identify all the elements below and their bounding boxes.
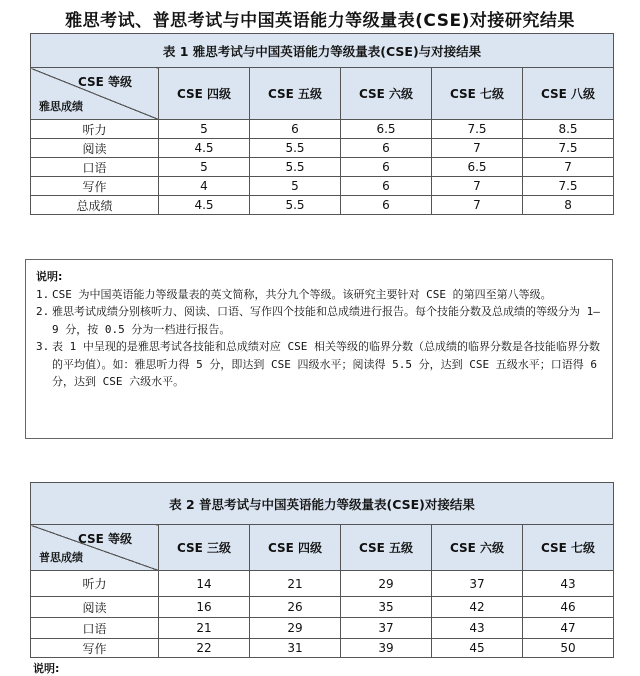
table-ielts-cse — [30, 33, 614, 215]
table1-corner-header — [31, 68, 159, 120]
table-cell: 7 — [432, 139, 523, 158]
table2-col-header: CSE 五级 — [341, 525, 432, 571]
row-label: 口语 — [31, 158, 159, 177]
note-item — [36, 338, 602, 391]
note-number: 2. — [36, 305, 50, 318]
table-row — [31, 571, 614, 597]
table1-col-header: CSE 六级 — [341, 68, 432, 120]
table2-corner-header — [31, 525, 159, 571]
table-cell: 5 — [159, 158, 250, 177]
table-cell: 6.5 — [341, 120, 432, 139]
row-label: 写作 — [31, 639, 159, 658]
table2-corner-bottom: 普思成绩 — [39, 551, 83, 564]
table-cell: 8 — [523, 196, 614, 215]
note-text: 表 1 中呈现的是雅思考试各技能和总成绩对应 CSE 相关等级的临界分数（总成绩的临界分数是各技能临界分数的平均值）。如：雅思听力得 5 分，即达到 CSE 四级水平；阅读得 5.5 分，达到 CSE 五级水平；口语得 6 分，达到 CSE 六级水平。 — [52, 340, 600, 388]
table-cell: 5.5 — [250, 196, 341, 215]
table-cell: 16 — [159, 597, 250, 618]
table-cell: 46 — [523, 597, 614, 618]
table1-col-header: CSE 七级 — [432, 68, 523, 120]
page-title: 雅思考试、普思考试与中国英语能力等级量表(CSE)对接研究结果 — [65, 11, 575, 31]
table-cell: 29 — [341, 571, 432, 597]
table2-col-header: CSE 四级 — [250, 525, 341, 571]
table-row — [31, 139, 614, 158]
table-cell: 21 — [159, 618, 250, 639]
notes-box — [25, 259, 613, 439]
table-cell: 6 — [341, 196, 432, 215]
table-row — [31, 120, 614, 139]
table-row — [31, 639, 614, 658]
table1-corner-bottom: 雅思成绩 — [39, 100, 83, 113]
table-cell: 4.5 — [159, 196, 250, 215]
table2-col-header: CSE 六级 — [432, 525, 523, 571]
table1-col-header: CSE 八级 — [523, 68, 614, 120]
table-cell: 31 — [250, 639, 341, 658]
row-label: 阅读 — [31, 139, 159, 158]
table-cell: 7.5 — [523, 139, 614, 158]
row-label: 听力 — [31, 120, 159, 139]
table-cell: 6 — [341, 139, 432, 158]
table-cell: 42 — [432, 597, 523, 618]
table-cell: 5 — [250, 177, 341, 196]
table-cell: 7 — [432, 196, 523, 215]
notes-title: 说明: — [36, 270, 63, 283]
bottom-notes-title: 说明: — [33, 662, 60, 675]
table-cell: 26 — [250, 597, 341, 618]
table-cell: 5.5 — [250, 139, 341, 158]
table-cell: 6 — [341, 158, 432, 177]
note-item — [36, 303, 602, 338]
note-number: 3. — [36, 340, 50, 353]
table1-caption: 表 1 雅思考试与中国英语能力等级量表(CSE)与对接结果 — [31, 34, 614, 68]
table-cell: 6.5 — [432, 158, 523, 177]
note-item — [36, 286, 602, 304]
table-cell: 21 — [250, 571, 341, 597]
table-cell: 35 — [341, 597, 432, 618]
table-row — [31, 196, 614, 215]
table-cell: 14 — [159, 571, 250, 597]
table1-col-header: CSE 五级 — [250, 68, 341, 120]
table-cell: 22 — [159, 639, 250, 658]
table-cell: 4 — [159, 177, 250, 196]
table1-corner-top: CSE 等级 — [77, 75, 132, 89]
table-cell: 7.5 — [432, 120, 523, 139]
table2-caption: 表 2 普思考试与中国英语能力等级量表(CSE)对接结果 — [31, 483, 614, 525]
table-cell: 7 — [432, 177, 523, 196]
table-cell: 5 — [159, 120, 250, 139]
table-cell: 8.5 — [523, 120, 614, 139]
table-cell: 5.5 — [250, 158, 341, 177]
table-cell: 50 — [523, 639, 614, 658]
table-row — [31, 177, 614, 196]
table1-col-header: CSE 四级 — [159, 68, 250, 120]
row-label: 听力 — [31, 571, 159, 597]
row-label: 阅读 — [31, 597, 159, 618]
table-cell: 37 — [432, 571, 523, 597]
table-cell: 43 — [523, 571, 614, 597]
table-cell: 6 — [341, 177, 432, 196]
table-cell: 29 — [250, 618, 341, 639]
row-label: 口语 — [31, 618, 159, 639]
table-row — [31, 597, 614, 618]
table-row — [31, 618, 614, 639]
table-pets-cse — [30, 482, 614, 658]
note-text: CSE 为中国英语能力等级量表的英文简称，共分九个等级。该研究主要针对 CSE 的第四至第八等级。 — [52, 287, 552, 301]
note-number: 1. — [36, 287, 50, 301]
table-cell: 43 — [432, 618, 523, 639]
table2-col-header: CSE 七级 — [523, 525, 614, 571]
table2-corner-top: CSE 等级 — [77, 532, 132, 546]
table-cell: 39 — [341, 639, 432, 658]
table-row — [31, 158, 614, 177]
table-cell: 47 — [523, 618, 614, 639]
table-cell: 6 — [250, 120, 341, 139]
table-cell: 45 — [432, 639, 523, 658]
table-cell: 7 — [523, 158, 614, 177]
table2-col-header: CSE 三级 — [159, 525, 250, 571]
row-label: 总成绩 — [31, 196, 159, 215]
table-cell: 4.5 — [159, 139, 250, 158]
row-label: 写作 — [31, 177, 159, 196]
note-text: 雅思考试成绩分别核听力、阅读、口语、写作四个技能和总成绩进行报告。每个技能分数及总成绩的等级分为 1—9 分，按 0.5 分为一档进行报告。 — [52, 305, 600, 336]
table-cell: 7.5 — [523, 177, 614, 196]
table-cell: 37 — [341, 618, 432, 639]
